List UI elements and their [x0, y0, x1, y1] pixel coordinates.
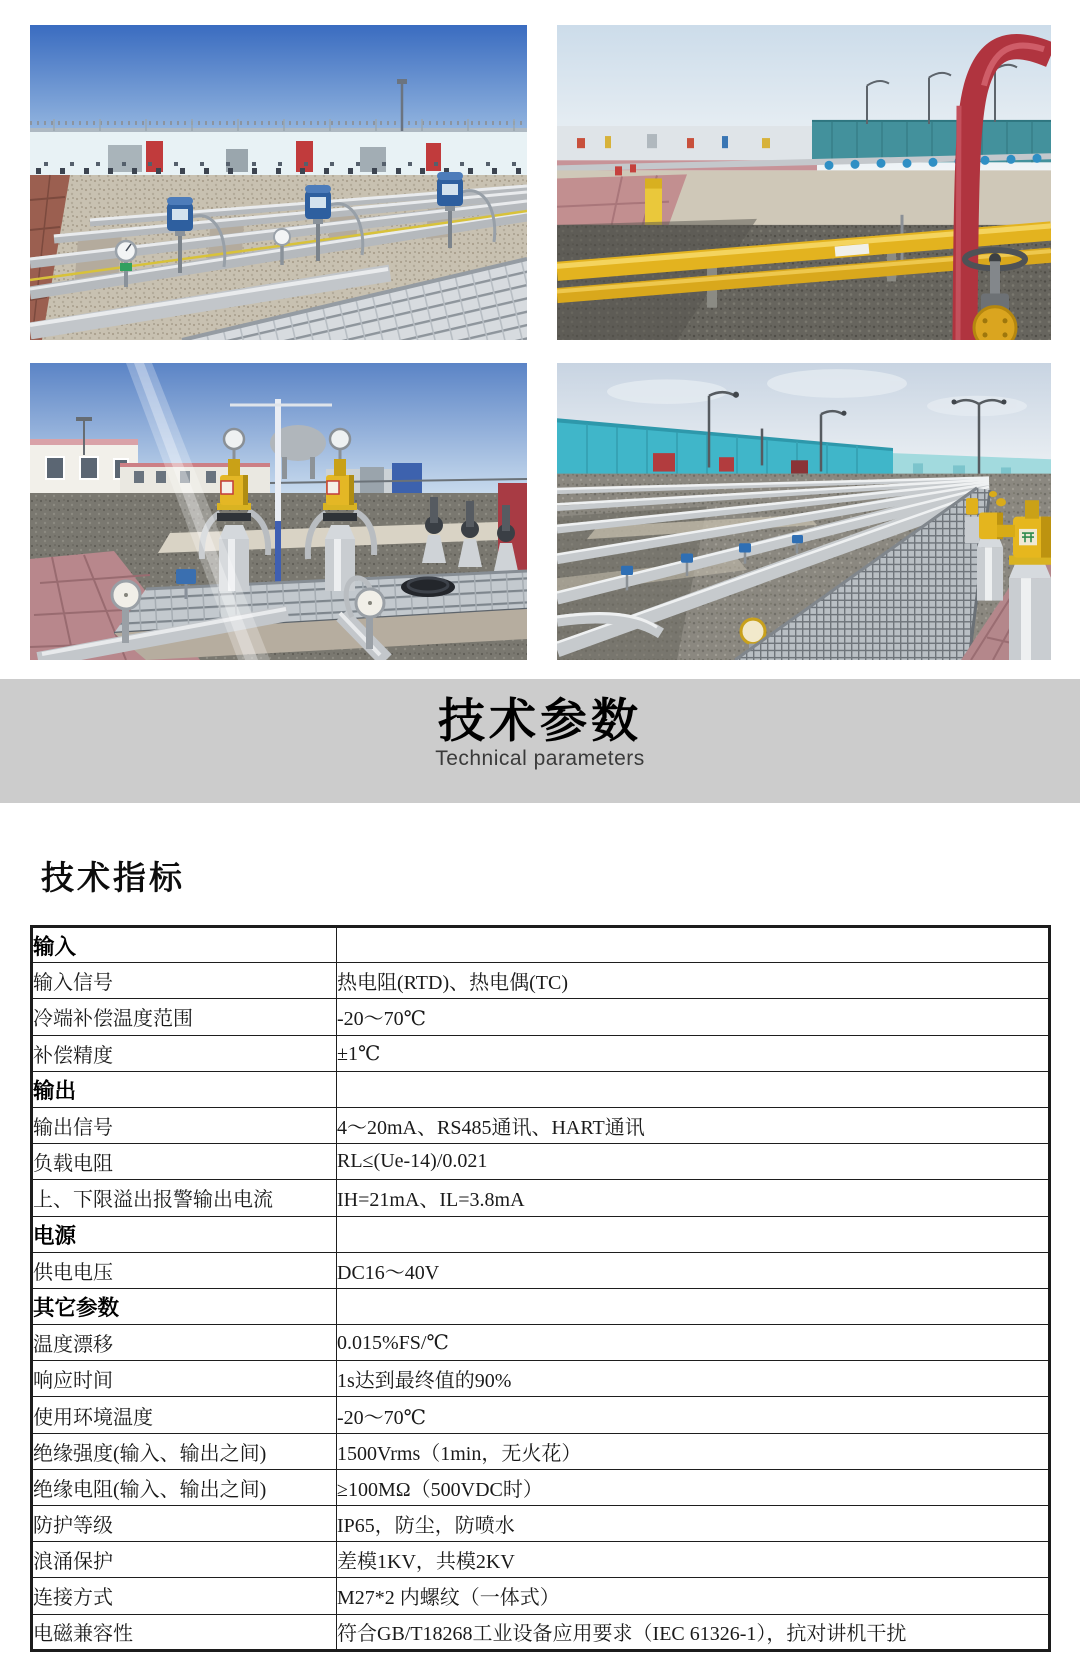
table-row — [32, 1542, 1050, 1578]
row-label: 浪涌保护 — [32, 1542, 337, 1578]
row-value — [337, 927, 1050, 963]
row-label: 冷端补偿温度范围 — [32, 999, 337, 1035]
photo-pipeline-transmitters — [30, 25, 527, 340]
photo-illustration — [557, 25, 1051, 340]
row-label: 输出 — [32, 1071, 337, 1107]
row-label: 上、下限溢出报警输出电流 — [32, 1180, 337, 1216]
row-value — [337, 1071, 1050, 1107]
table-row — [32, 1614, 1050, 1650]
table-row — [32, 1325, 1050, 1361]
photo-illustration — [30, 25, 527, 340]
table-row — [32, 1035, 1050, 1071]
row-label: 电磁兼容性 — [32, 1614, 337, 1650]
photo-illustration — [557, 363, 1051, 660]
table-row — [32, 963, 1050, 999]
table-row — [32, 1397, 1050, 1433]
row-value: DC16～40V — [337, 1252, 1050, 1288]
row-value: RL≤(Ue-14)/0.021 — [337, 1144, 1050, 1180]
row-value: ±1℃ — [337, 1035, 1050, 1071]
row-label: 补偿精度 — [32, 1035, 337, 1071]
row-value: 差模1KV，共模2KV — [337, 1542, 1050, 1578]
row-value: -20～70℃ — [337, 1397, 1050, 1433]
table-row — [32, 1144, 1050, 1180]
photo-illustration — [30, 363, 527, 660]
photo-grid — [0, 0, 1080, 660]
row-value: 热电阻(RTD)、热电偶(TC) — [337, 963, 1050, 999]
row-value: M27*2 内螺纹（一体式） — [337, 1578, 1050, 1614]
row-label: 输入信号 — [32, 963, 337, 999]
row-label: 输入 — [32, 927, 337, 963]
row-label: 绝缘强度(输入、输出之间) — [32, 1433, 337, 1469]
row-label: 其它参数 — [32, 1288, 337, 1324]
table-row — [32, 1180, 1050, 1216]
banner-subtitle: Technical parameters — [435, 746, 645, 770]
row-label: 防护等级 — [32, 1506, 337, 1542]
row-value — [337, 1216, 1050, 1252]
table-row — [32, 1578, 1050, 1614]
row-label: 电源 — [32, 1216, 337, 1252]
table-row — [32, 1252, 1050, 1288]
technical-parameters-banner — [0, 679, 1080, 803]
row-value: 0.015%FS/℃ — [337, 1325, 1050, 1361]
row-value: 符合GB/T18268工业设备应用要求（IEC 61326-1），抗对讲机干扰 — [337, 1614, 1050, 1650]
table-row — [32, 1216, 1050, 1252]
row-value: 1s达到最终值的90% — [337, 1361, 1050, 1397]
bottom-space — [0, 1652, 1080, 1666]
row-label: 响应时间 — [32, 1361, 337, 1397]
row-value: -20～70℃ — [337, 999, 1050, 1035]
row-label: 输出信号 — [32, 1107, 337, 1143]
table-row — [32, 1288, 1050, 1324]
table-row — [32, 1071, 1050, 1107]
row-value: 4～20mA、RS485通讯、HART通讯 — [337, 1107, 1050, 1143]
table-row — [32, 999, 1050, 1035]
table-row — [32, 1506, 1050, 1542]
row-value: 1500Vrms（1min，无火花） — [337, 1433, 1050, 1469]
table-row — [32, 1469, 1050, 1505]
row-label: 负载电阻 — [32, 1144, 337, 1180]
row-value — [337, 1288, 1050, 1324]
row-label: 使用环境温度 — [32, 1397, 337, 1433]
row-value: IP65，防尘，防喷水 — [337, 1506, 1050, 1542]
row-value: ≥100MΩ（500VDC时） — [337, 1469, 1050, 1505]
row-label: 绝缘电阻(输入、输出之间) — [32, 1469, 337, 1505]
table-row — [32, 927, 1050, 963]
row-label: 供电电压 — [32, 1252, 337, 1288]
photo-pipeline-rows — [557, 363, 1051, 660]
row-label: 温度漂移 — [32, 1325, 337, 1361]
row-value: IH=21mA、IL=3.8mA — [337, 1180, 1050, 1216]
table-row — [32, 1107, 1050, 1143]
spec-table-body — [32, 927, 1050, 1651]
table-row — [32, 1433, 1050, 1469]
row-label: 连接方式 — [32, 1578, 337, 1614]
photo-wellhead-platform — [30, 363, 527, 660]
table-row — [32, 1361, 1050, 1397]
spec-table — [30, 925, 1051, 1652]
photo-yellow-red-pipes — [557, 25, 1051, 340]
banner-title: 技术参数 — [438, 694, 642, 747]
section-heading: 技术指标 — [41, 859, 185, 896]
